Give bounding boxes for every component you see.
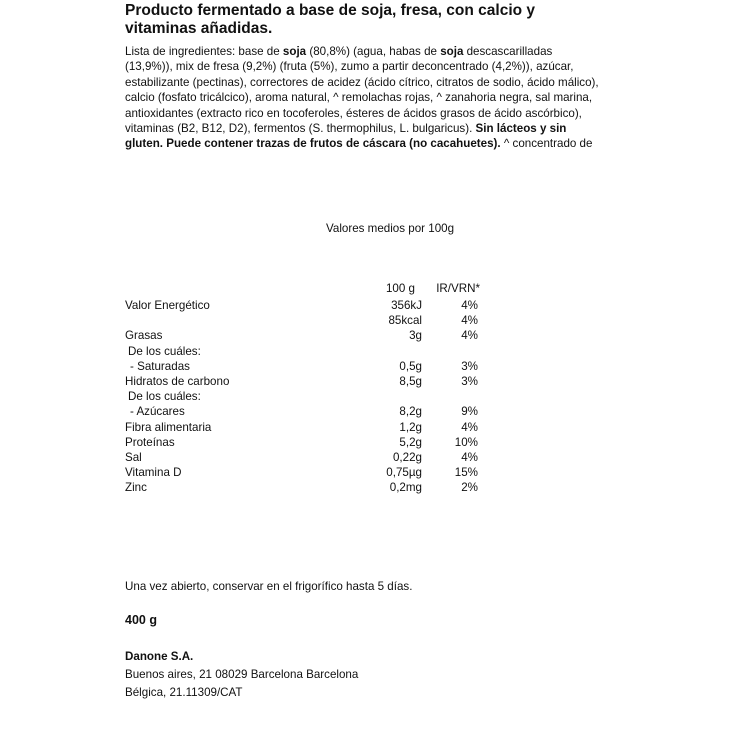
nutrient-vrn: 4% xyxy=(461,329,478,343)
ingredient-text: descascarilladas (13,9%)), mix de fresa (9,2%) (fruta (5%), zumo a partir deconcentrado (4,2%)), azúcar, estabilizante (pectinas), correctores de acidez (ácido cítrico, citratos de sodio, ácido málico), calcio (fosfato tricálcico), aroma natural, ^ remolachas rojas, ^ zanahoria negra, sal marina, antioxidantes (extracto rico en tocoferoles, ésteres de ácidos grasos de ácido ascórbico), vitaminas (B2, B12, D2), fermentos (S. thermophilus, L. bulgaricus). xyxy=(125,45,599,136)
nutrient-amount: 1,2g xyxy=(399,420,422,434)
nutrient-amount: 8,5g xyxy=(399,375,422,388)
nutrient-amount: 85kcal xyxy=(388,314,422,328)
nutrient-amount: 8,2g xyxy=(399,405,422,419)
ingredient-bold-text: Sin lácteos y sin gluten. Puede contener trazas de frutos de cáscara (no cacahuetes). xyxy=(125,122,567,151)
nutrient-vrn: 9% xyxy=(461,405,478,419)
nutrient-vrn: 15% xyxy=(454,466,478,480)
ingredient-text: Lista de ingredientes: base de xyxy=(125,45,283,58)
nutrient-vrn: 3% xyxy=(461,359,478,373)
nutrient-label: De los cuáles: xyxy=(128,390,201,404)
nutrient-label: Valor Energético xyxy=(125,299,210,312)
ingredient-bold-text: soja xyxy=(282,45,307,58)
ingredients-list xyxy=(125,44,600,152)
nutrition-caption: Valores medios por 100g xyxy=(326,222,455,235)
nutrient-label: De los cuáles: xyxy=(128,344,201,358)
header-vrn: IR/VRN* xyxy=(436,282,480,295)
nutrient-label: Vitamina D xyxy=(125,466,182,480)
nutrient-vrn: 4% xyxy=(461,451,478,464)
nutrient-amount: 0,2mg xyxy=(389,481,422,495)
nutrient-amount: 356kJ xyxy=(391,299,422,312)
ingredient-text: (80,8%) (agua, habas de xyxy=(306,45,441,58)
nutrient-label: Fibra alimentaria xyxy=(125,420,212,434)
header-amount: 100 g xyxy=(385,282,415,295)
nutrient-label: Proteínas xyxy=(125,435,175,449)
nutrient-label: - Azúcares xyxy=(130,405,185,419)
nutrient-vrn: 2% xyxy=(461,481,478,495)
ingredient-text: ^ concentrado de xyxy=(500,137,593,151)
company-name: Danone S.A. xyxy=(125,650,194,663)
net-weight: 400 g xyxy=(125,613,157,627)
storage-instructions: Una vez abierto, conservar en el frigorífico hasta 5 días. xyxy=(125,580,413,593)
nutrient-vrn: 4% xyxy=(461,420,478,434)
ingredient-bold-text: soja xyxy=(440,45,464,58)
nutrient-label: Hidratos de carbono xyxy=(125,375,230,388)
company-address-line: Bélgica, 21.11309/CAT xyxy=(125,686,243,699)
nutrient-amount: 0,5g xyxy=(399,359,422,373)
nutrient-label: - Saturadas xyxy=(130,359,190,373)
nutrient-vrn: 10% xyxy=(454,435,478,449)
nutrient-vrn: 4% xyxy=(461,299,478,312)
nutrient-amount: 0,22g xyxy=(392,451,422,464)
nutrient-label: Zinc xyxy=(125,481,147,495)
product-title: Producto fermentado a base de soja, fresa, con calcio y vitaminas añadidas. xyxy=(125,2,536,37)
nutrient-label: Grasas xyxy=(125,329,163,343)
company-address-line: Buenos aires, 21 08029 Barcelona Barcelona xyxy=(125,668,359,681)
nutrient-vrn: 4% xyxy=(461,314,478,328)
nutrient-amount: 0,75µg xyxy=(386,466,422,480)
nutrient-amount: 5,2g xyxy=(399,435,422,449)
nutrient-label: Sal xyxy=(125,451,142,464)
nutrient-vrn: 3% xyxy=(461,375,478,388)
nutrient-amount: 3g xyxy=(409,329,422,343)
